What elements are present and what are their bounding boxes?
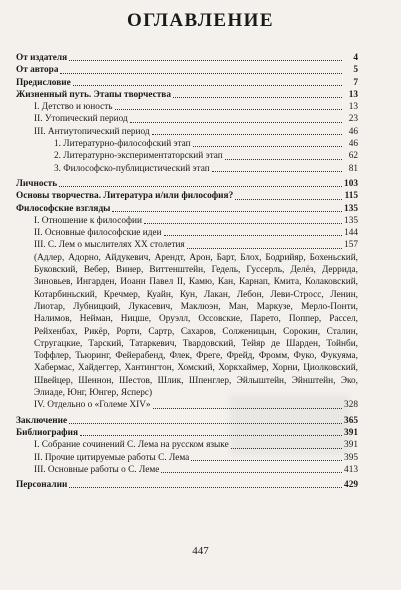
toc-entry-title: III. С. Лем о мыслителях XX столетия (34, 240, 185, 251)
toc-entry (16, 239, 358, 251)
toc-entry-page: 46 (348, 126, 358, 137)
dot-leader (69, 59, 342, 61)
dot-leader (231, 447, 342, 449)
toc-entry-page: 103 (344, 178, 358, 189)
toc-entry-page: 13 (348, 102, 358, 113)
toc-entry (16, 227, 358, 239)
toc-entry (16, 89, 358, 101)
toc-entry (16, 163, 358, 175)
toc-entry-title: Заключение (16, 415, 68, 426)
toc-entries-before (16, 52, 358, 252)
page-title: ОГЛАВЛЕНИЕ (127, 10, 274, 31)
toc-entry (16, 138, 358, 150)
toc-entry-title: Основы творчества. Литература и/или философия? (16, 191, 234, 202)
dot-leader (161, 471, 342, 473)
toc-entry (16, 178, 358, 190)
toc-entries-after (16, 399, 358, 491)
dot-leader (112, 210, 342, 212)
toc-entry-page: 395 (344, 452, 358, 463)
toc-entry (16, 215, 358, 227)
toc-entry-page: 135 (344, 203, 358, 214)
toc-entry-page: 157 (344, 240, 358, 251)
toc-entry (16, 126, 358, 138)
toc-entry-title: III. Антиутопический период (34, 126, 150, 137)
toc-entry-title: II. Утопический период (34, 114, 128, 125)
toc-entry-title: II. Прочие цитируемые работы С. Лема (34, 452, 190, 463)
toc-entry-page: 4 (353, 53, 358, 63)
dot-leader (225, 158, 342, 160)
toc-entry (16, 150, 358, 162)
toc-entry-title: I. Отношение к философии (34, 215, 142, 226)
toc-entry (16, 452, 358, 464)
dot-leader (59, 185, 342, 187)
toc-entry-page: 46 (348, 139, 358, 150)
dot-leader (69, 486, 342, 488)
toc-entry-page: 144 (344, 228, 358, 239)
toc-entry (16, 427, 358, 439)
toc-entry-title: Библиография (16, 427, 79, 438)
toc-entry-title: Личность (16, 178, 58, 189)
dot-leader (193, 145, 342, 147)
toc-entry (16, 77, 358, 89)
toc-entry (16, 439, 358, 451)
dot-leader (73, 84, 342, 86)
dot-leader (153, 407, 342, 409)
dot-leader (144, 222, 342, 224)
toc-entry-page: 429 (344, 480, 358, 491)
toc-entry-title: Жизненный путь. Этапы творчества (16, 89, 171, 100)
toc-entry-page: 23 (348, 114, 358, 125)
toc-entry-title: IV. Отдельно о «Големе XIV» (34, 400, 151, 411)
toc-entry-page: 7 (353, 77, 358, 88)
dot-leader (115, 108, 342, 110)
toc-entry-title: II. Основные философские идеи (34, 228, 162, 239)
toc-entry (16, 101, 358, 113)
toc-entry-page: 391 (344, 440, 358, 451)
toc-entry-title: I. Детство и юность (34, 102, 113, 113)
dot-leader (69, 422, 342, 424)
dot-leader (60, 72, 342, 74)
toc-entry-title: Предисловие (16, 77, 71, 88)
names-list: (Адлер, Адорно, Айдукевич, Арендт, Арон, Барт, Блох, Бодрийяр, Бохеньский, Буковский, Вебер, Винер, Виттенштейн, Гедель, Гуссерль, Делёз, Деррида, Зиновьев, Ингарден, Иоанн Павел II, Камю, Кан, Карнап, Кмита, Колаковский, Котарбиньский, Кречмер, Куайн, Кун, Лакан, Лебон, Леви-Стросс, Ленин, Лиотар, Лубницкий, Лукасевич, Маклюэн, Ман, Маркузе, Мерло-Понти, Налимов, Нейман, Ницше, Оруэлл, Оссовские, Парето, Поппер, Рассел, Рейхенбах, Рикёр, Рорти, Сартр, Сахаров, Солженицын, Сорокин, Сталин, Стругацкие, Тарский, Татаркевич, Твардовский, Тейяр де Шарден, Тойнби, Тоффлер, Тьюринг, Фейерабенд, Флек, Фреге, Фрейд, Фромм, Фуко, Фукуяма, Хабермас, Хайдеггер, Хантингтон, Хомский, Хоркхаймер, Хорни, Циолковский, Швейцер, Шеннон, Шестов, Шлик, Шпенглер, Эйлыштейн, Эйнштейн, Эко, Элиаде, Юнг, Юнгер, Ясперс) (34, 252, 358, 399)
toc-entry-page: 62 (348, 151, 358, 162)
dot-leader (187, 247, 342, 249)
toc-entry (16, 479, 358, 491)
dot-leader (130, 121, 342, 123)
toc-entry (16, 113, 358, 125)
toc-entry (16, 415, 358, 427)
dot-leader (191, 459, 342, 461)
toc-entry-page: 5 (353, 65, 358, 76)
toc-entry-title: 2. Литературно-экспериментаторский этап (54, 151, 223, 162)
toc-entry-title: III. Основные работы о С. Леме (34, 464, 160, 475)
toc-entry (16, 64, 358, 76)
dot-leader (173, 96, 342, 98)
toc-entry (16, 203, 358, 215)
dot-leader (152, 133, 342, 135)
toc-entry-page: 328 (344, 400, 358, 411)
toc-entry-title: От автора (16, 65, 59, 76)
dot-leader (235, 198, 342, 200)
toc-entry-title: От издателя (16, 53, 68, 63)
toc-entry (16, 52, 358, 64)
toc-entry-page: 391 (344, 427, 358, 438)
table-of-contents (16, 52, 358, 491)
toc-entry-title: Персоналии (16, 480, 68, 491)
page-number: 447 (192, 545, 209, 557)
toc-entry-page: 13 (348, 89, 358, 100)
toc-entry-title: 1. Литературно-философский этап (54, 139, 191, 150)
toc-entry (16, 399, 358, 411)
toc-entry (16, 190, 358, 202)
toc-entry-page: 413 (344, 464, 358, 475)
toc-entry-title: I. Собрание сочинений С. Лема на русском языке (34, 440, 229, 451)
toc-entry (16, 464, 358, 476)
toc-entry-page: 135 (344, 215, 358, 226)
toc-entry-title: Философские взгляды (16, 203, 111, 214)
toc-entry-page: 81 (348, 163, 358, 174)
toc-entry-title: 3. Философско-публицистический этап (54, 163, 210, 174)
toc-entry-page: 365 (344, 415, 358, 426)
toc-entry-page: 115 (344, 191, 358, 202)
dot-leader (164, 234, 342, 236)
dot-leader (212, 170, 342, 172)
dot-leader (80, 434, 342, 436)
